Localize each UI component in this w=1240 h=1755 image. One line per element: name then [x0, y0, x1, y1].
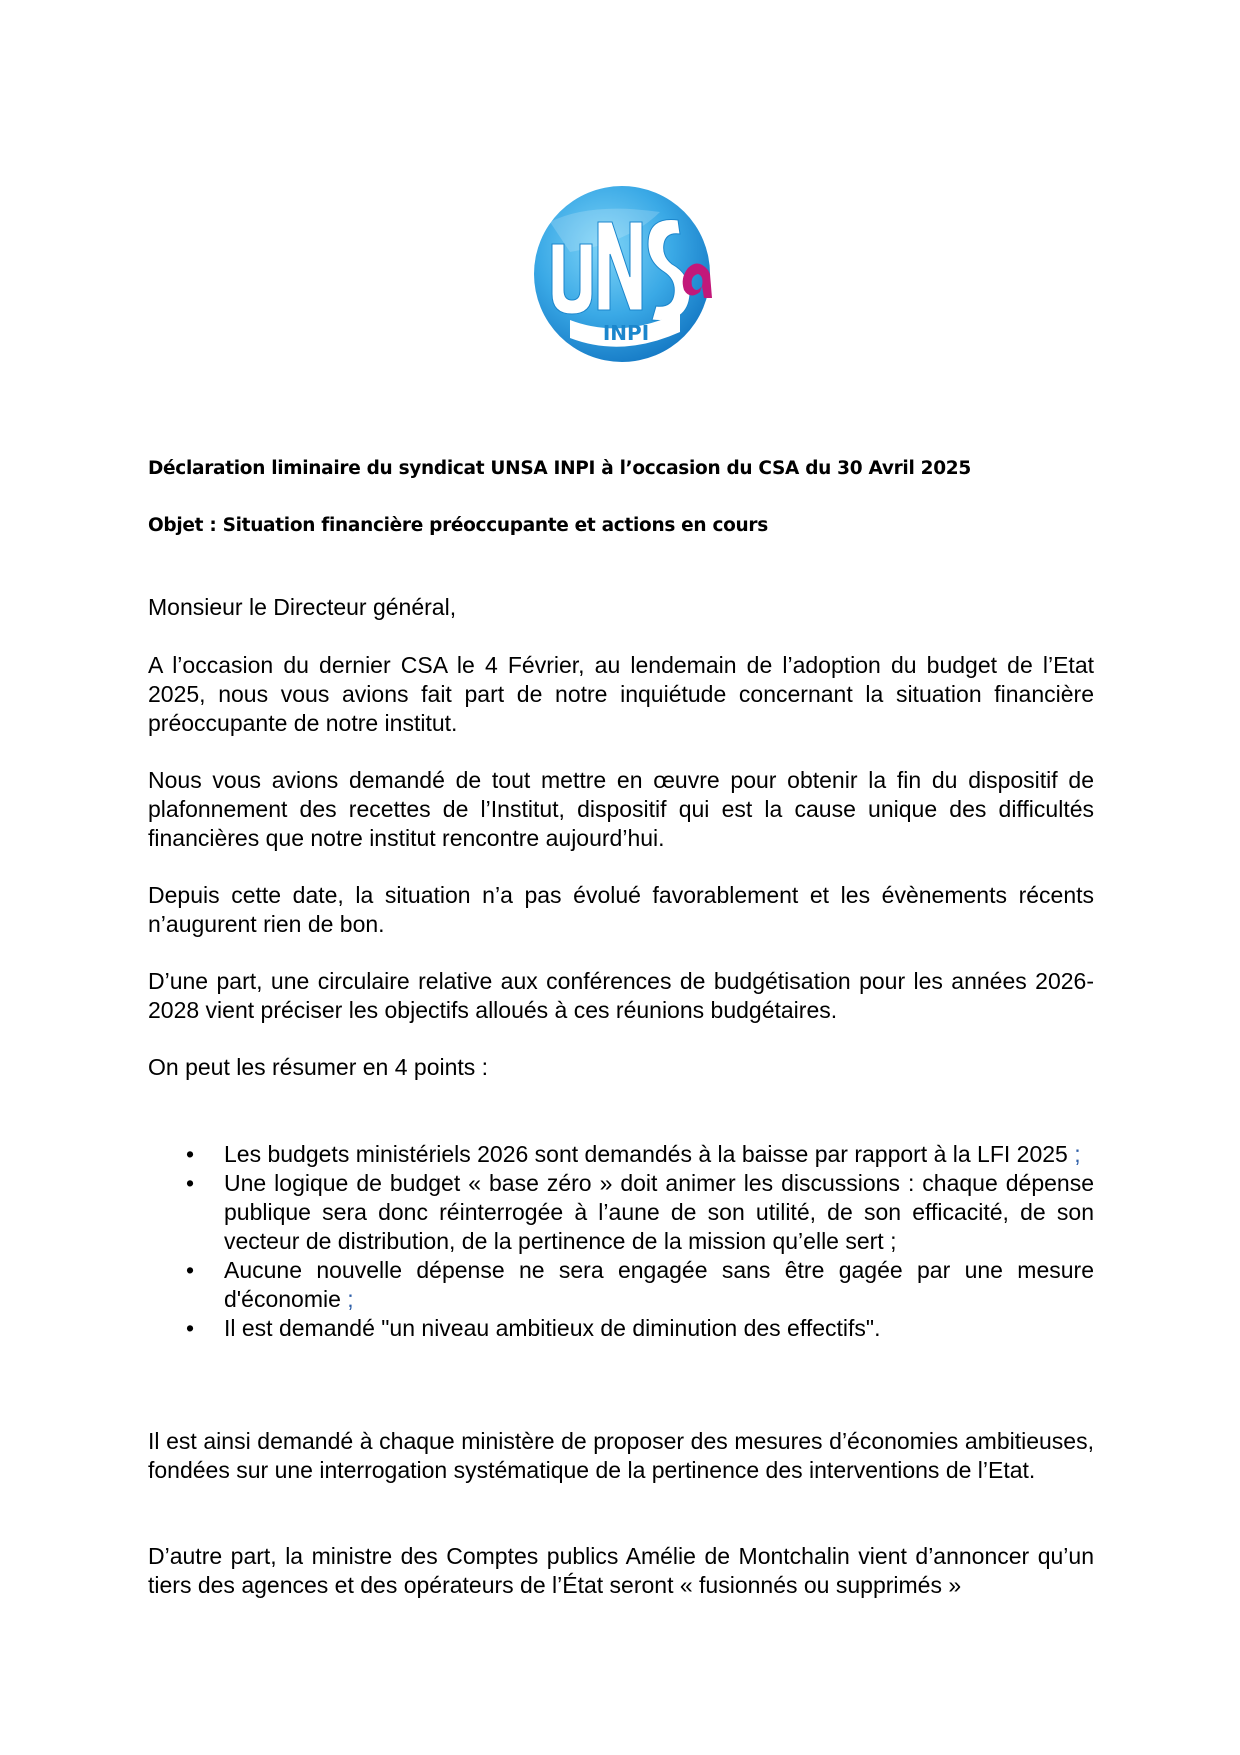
bullet-mark: • [186, 1170, 195, 1196]
list-item [148, 1169, 1094, 1256]
list-item-text: Les budgets ministériels 2026 sont demandés à la baisse par rapport à la LFI 2025 [224, 1141, 1068, 1167]
declaration-subject: Objet : Situation financière préoccupante et actions en cours [148, 515, 768, 536]
list-item-suffix: ; [340, 1286, 354, 1312]
paragraph: D’autre part, la ministre des Comptes publics Amélie de Montchalin vient d’annoncer qu’un tiers des agences et des opérateurs de l’État seront « fusionnés ou supprimés » [148, 1543, 1094, 1598]
paragraph: On peut les résumer en 4 points : [148, 1054, 489, 1080]
paragraph: D’une part, une circulaire relative aux conférences de budgétisation pour les années 2026-2028 vient préciser les objectifs alloués à ces réunions budgétaires. [148, 968, 1094, 1023]
list-item-text: Aucune nouvelle dépense ne sera engagée sans être gagée par une mesure d'économie [224, 1257, 1094, 1312]
list-item [148, 1314, 1094, 1343]
list-item-text: Il est demandé "un niveau ambitieux de diminution des effectifs". [224, 1315, 881, 1341]
bullet-list [148, 1140, 1094, 1343]
paragraph: Il est ainsi demandé à chaque ministère de proposer des mesures d’économies ambitieuses, fondées sur une interrogation systématique de la pertinence des interventions de l’Etat. [148, 1428, 1094, 1483]
bullet-mark: • [186, 1141, 195, 1167]
list-item-text: Une logique de budget « base zéro » doit animer les discussions : chaque dépense publique sera donc réinterrogée à l’aune de son utilité, de son efficacité, de son vecteur de distribution, de la pertinence de la mission qu’elle sert ; [224, 1170, 1094, 1254]
paragraph: A l’occasion du dernier CSA le 4 Février, au lendemain de l’adoption du budget de l’Etat 2025, nous vous avions fait part de notre inquiétude concernant la situation financière préoccupante de notre institut. [148, 652, 1094, 736]
bullet-mark: • [186, 1257, 195, 1283]
paragraph: Nous vous avions demandé de tout mettre en œuvre pour obtenir la fin du dispositif de plafonnement des recettes de l’Institut, dispositif qui est la cause unique des difficultés financières que notre institut rencontre aujourd’hui. [148, 767, 1094, 851]
list-item-suffix: ; [1067, 1141, 1081, 1167]
logo-label: INPI [602, 321, 650, 345]
bullet-mark: • [186, 1315, 195, 1341]
list-item [148, 1256, 1094, 1314]
salutation: Monsieur le Directeur général, [148, 594, 457, 620]
declaration-title: Déclaration liminaire du syndicat UNSA INPI à l’occasion du CSA du 30 Avril 2025 [148, 458, 971, 479]
list-item [148, 1140, 1094, 1169]
paragraph: Depuis cette date, la situation n’a pas évolué favorablement et les évènements récents n’augurent rien de bon. [148, 882, 1094, 937]
unsa-inpi-logo [530, 182, 720, 368]
